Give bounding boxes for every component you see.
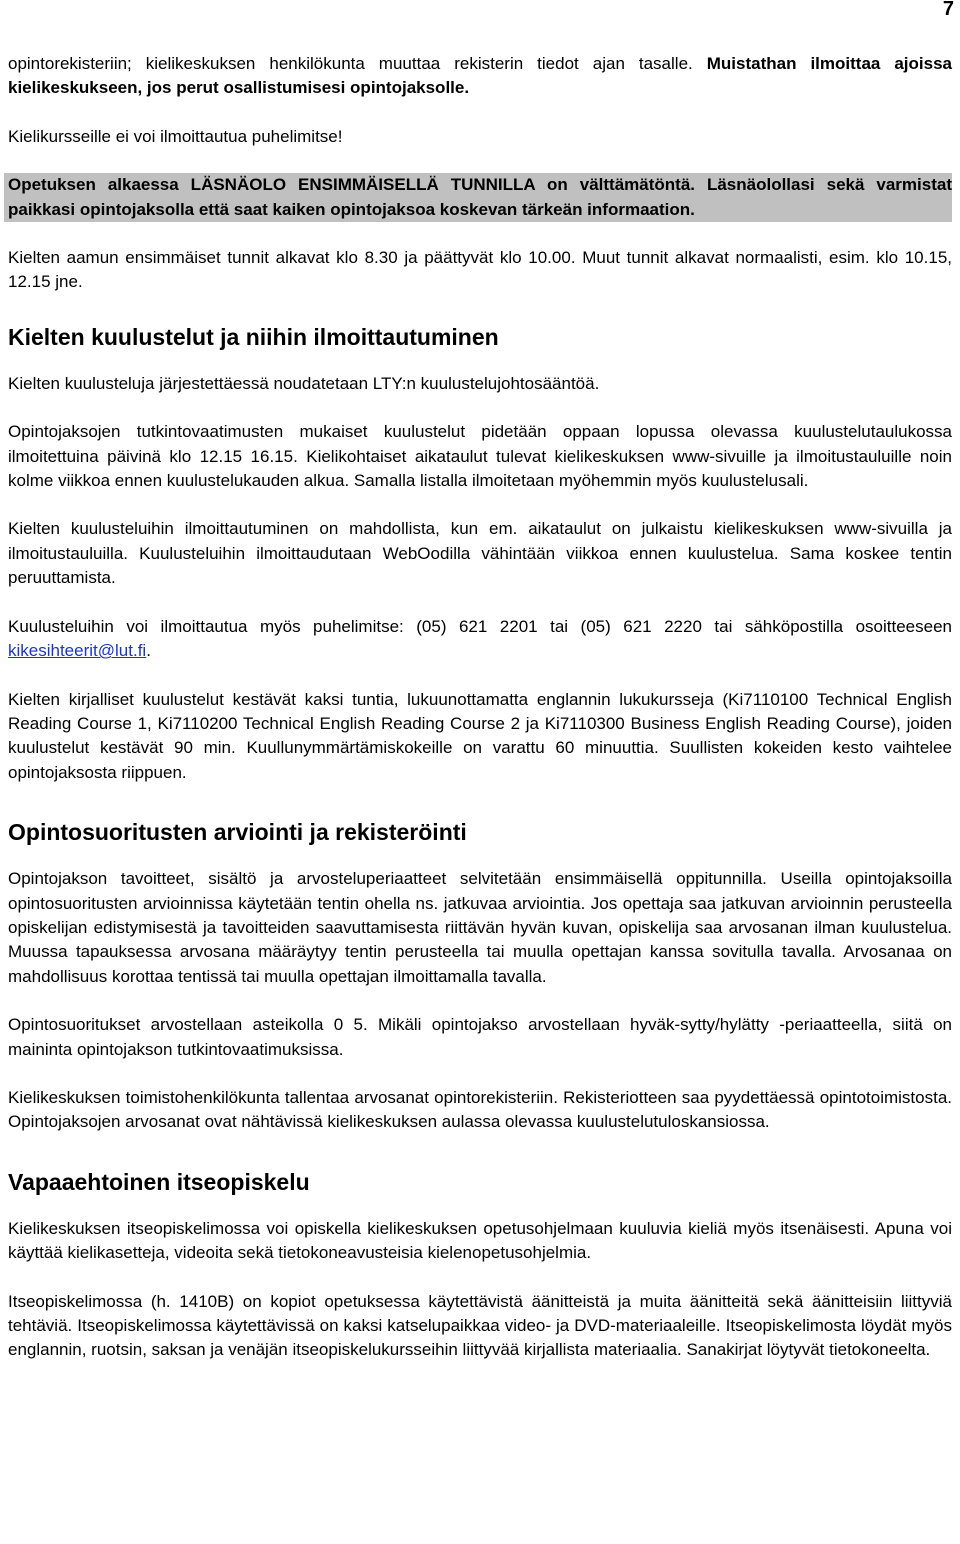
heading-self-study: Vapaaehtoinen itseopiskelu — [8, 1168, 310, 1195]
paragraph-registry-note — [8, 52, 952, 101]
paragraph-lesson-times: Kielten aamun ensimmäiset tunnit alkavat klo 8.30 ja päättyvät klo 10.00. Muut tunnit alkavat normaalisti, esim. klo 10.15, 12.15 jne. — [8, 248, 952, 292]
paragraph-exam-rules: Kielten kuulusteluja järjestettäessä noudatetaan LTY:n kuulustelujohtosääntöä. — [8, 373, 600, 393]
paragraph-exam-contact — [8, 615, 952, 664]
cancellation-reminder: Muistathan ilmoittaa ajoissa kielikeskukseen, jos perut osallistumisesi opintojaksolle. — [8, 54, 952, 98]
email-link[interactable]: kikesihteerit@lut.fi — [8, 641, 147, 661]
paragraph-exam-enrollment: Kielten kuulusteluihin ilmoittautuminen on mahdollista, kun em. aikataulut on julkaistu kielikeskuksen www-sivuilla ja ilmoitustauluilla. Kuulusteluihin ilmoittaudutaan WebOodilla vähintään viikkoa ennen kuulustelua. Sama koskee tentin peruuttamista. — [8, 519, 952, 588]
attendance-notice: Opetuksen alkaessa LÄSNÄOLO ENSIMMÄISELLÄ TUNNILLA on välttämätöntä. Läsnäolollasi sekä varmistat paikkasi opintojaksolla että saat kaiken opintojaksoa koskevan tärkeän informaation. — [4, 173, 952, 222]
paragraph-no-phone-enrollment: Kielikursseille ei voi ilmoittautua puhelimitse! — [8, 126, 343, 146]
paragraph-grading-scale: Opintosuoritukset arvostellaan asteikolla 0 5. Mikäli opintojakso arvostellaan hyväk-sytty/hylätty -periaatteella, siitä on maininta opintojakson tutkintovaatimuksissa. — [8, 1015, 952, 1059]
paragraph-exam-schedule: Opintojaksojen tutkintovaatimusten mukaiset kuulustelut pidetään oppaan lopussa olevassa kuulustelutaulukossa ilmoitettuina päivinä klo 12.15 16.15. Kielikohtaiset aikataulut tulevat kielikeskuksen www-sivuille ja ilmoitustauluille noin kolme viikkoa ennen kuulustelukauden alkua. Samalla listalla ilmoitetaan myöhemmin myös kuulustelusali. — [8, 422, 952, 491]
paragraph-grade-registry: Kielikeskuksen toimistohenkilökunta tallentaa arvosanat opintorekisteriin. Rekisteriotteen saa pyydettäessä opintotoimistosta. Opintojaksojen arvosanat ovat nähtävissä kielikeskuksen aulassa olevassa kuulustelutuloskansiossa. — [8, 1087, 952, 1132]
contact-text: Kuulusteluihin voi ilmoittautua myös puhelimitse: (05) 621 2201 tai (05) 621 2220 tai sähköpostilla osoitteeseen — [8, 616, 952, 636]
contact-tail: . — [146, 641, 151, 661]
page-number: 7 — [942, 0, 954, 20]
paragraph-registry-text: opintorekisteriin; kielikeskuksen henkilökunta muuttaa rekisterin tiedot ajan tasalle. — [8, 54, 707, 73]
paragraph-assessment: Opintojakson tavoitteet, sisältö ja arvosteluperiaatteet selvitetään ensimmäisellä oppitunnilla. Useilla opintojaksoilla opintosuoritusten arvioinnissa käytetään tentin ohella ns. jatkuvaa arviointia. Jos opettaja saa jatkuvan arvioinnin perusteella opiskelijan edistymisestä ja tavoitteiden saavuttamisesta riittävän hyvän kuvan, opiskelija saa arvosanan ilman kuulustelua. Muussa tapauksessa arvosana määräytyy tentin perusteella tai muulla opettajan kanssa sovitulla tavalla. Arvosanaa on mahdollisuus korottaa tentissä tai muulla opettajan ilmoittamalla tavalla. — [8, 869, 952, 986]
paragraph-self-study: Kielikeskuksen itseopiskelimossa voi opiskella kielikeskuksen opetusohjelmaan kuuluvia kieliä myös itsenäisesti. Apuna voi käyttää kielikasetteja, videoita sekä tietokoneavusteisia kielenopetusohjelmia. — [8, 1218, 952, 1263]
document-body — [8, 52, 952, 1363]
paragraph-self-study-room: Itseopiskelimossa (h. 1410B) on kopiot opetuksessa käytettävistä äänitteistä ja muita äänitteitä sekä äänitteisiin liittyviä tehtäviä. Itseopiskelimossa käytettävissä on kaksi katselupaikkaa video- ja DVD-materiaaleille. Itseopiskelimosta löydät myös englannin, ruotsin, saksan ja venäjän itseopiskelukursseihin liittyvää kirjallista materiaalia. Sanakirjat löytyvät tietokoneelta. — [8, 1291, 952, 1360]
paragraph-exam-duration: Kielten kirjalliset kuulustelut kestävät kaksi tuntia, lukuunottamatta englannin lukukursseja (Ki7110100 Technical English Reading Course 1, Ki7110200 Technical English Reading Course 2 ja Ki7110300 Business English Reading Course), joiden kuulustelut kestävät 90 min. Kuullunymmärtämiskokeille on varattu 60 minuuttia. Suullisten kokeiden kesto vaihtelee opintojaksosta riippuen. — [8, 689, 952, 782]
heading-assessment: Opintosuoritusten arviointi ja rekisteröinti — [8, 819, 467, 846]
heading-exams: Kielten kuulustelut ja niihin ilmoittautuminen — [8, 323, 499, 350]
